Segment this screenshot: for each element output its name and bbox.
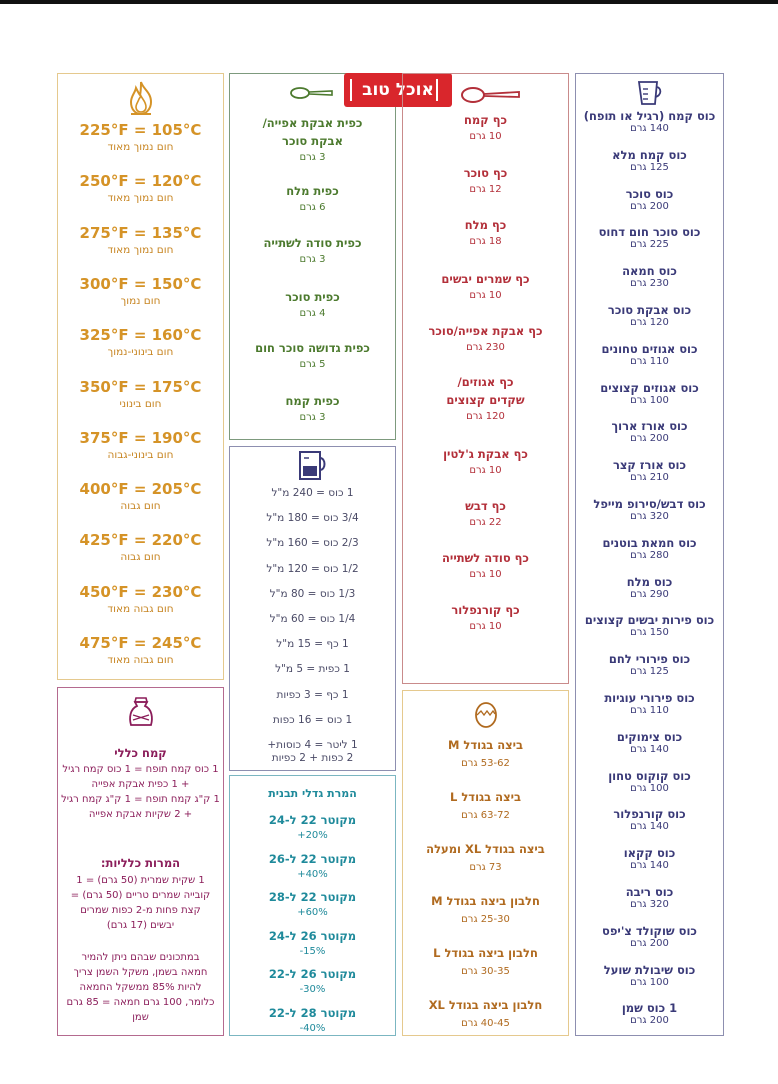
tablespoon-item-name: כף מלח <box>464 218 507 232</box>
temperature-label: חום נמוך מאוד <box>107 141 174 153</box>
butter-line: חמאה בשמן, משקל השמן צריך <box>73 967 208 978</box>
cup-item-name: כוס חמאה <box>622 264 677 279</box>
cup-measure-row: 3/4 כוס = 180 מ"ל <box>266 512 359 525</box>
teaspoon-item-name: כפית גדושה סוכר חום <box>255 341 370 355</box>
cup-item-value: 200 גרם <box>630 937 669 949</box>
pan-conversion-value: -40% <box>299 1022 326 1034</box>
tablespoon-item-name: כף קורנפלור <box>451 603 520 617</box>
cup-item-name: כוס אורז קצר <box>612 458 687 473</box>
cup-measures-panel <box>229 446 396 771</box>
tablespoon-item-value: 10 גרם <box>469 569 502 580</box>
butter-line: במתכונים שבהם ניתן להמיר <box>81 952 200 963</box>
cup-item-name: 1 כוס שמן <box>621 1001 678 1016</box>
egg-item-name: חלבון ביצה בגודל M <box>431 894 540 908</box>
measuring-cup-icon <box>298 450 328 482</box>
cup-item-name: כוס מלח <box>626 574 673 589</box>
teaspoon-item-value: 6 גרם <box>299 202 326 213</box>
temperature-label: חום נמוך מאוד <box>107 192 174 205</box>
flour-line: 1 כוס קמח תופח = 1 כוס קמח רגיל <box>62 764 219 775</box>
butter-line: שמן <box>132 1012 149 1023</box>
cup-item-name: כוס ריבה <box>625 885 674 899</box>
cup-item-value: 120 גרם <box>630 317 669 328</box>
pan-conversion-value: +20% <box>297 830 328 841</box>
top-edge-bar <box>0 0 778 4</box>
egg-item-name: חלבון ביצה בגודל XL <box>428 998 543 1012</box>
cup-item-value: 200 גרם <box>630 433 669 445</box>
teaspoon-item-name: כפית קמח <box>285 394 340 408</box>
egg-item-name: ביצה בגודל M <box>447 738 524 752</box>
egg-item-name: חלבון ביצה בגודל L <box>433 946 538 960</box>
pan-conversion-value: +40% <box>297 868 328 880</box>
temperature-value: 325°F = 160°C <box>79 326 202 345</box>
cup-measure-row: 1 כוס = 16 כפות <box>272 713 353 726</box>
cup-item-name: כוס פירורי לחם <box>608 652 691 667</box>
cup-item-name: כוס שיבולת שועל <box>603 962 696 977</box>
egg-item-value: 40-45 גרם <box>461 1018 510 1029</box>
tablespoon-item-name: כף אבקת ג'לטין <box>443 447 528 461</box>
temperature-value: 300°F = 150°C <box>79 274 202 293</box>
knife-icon <box>350 79 358 101</box>
tablespoon-item-name: כף שמרים יבשים <box>441 272 530 286</box>
teaspoon-item-name: כפית סודה לשתייה <box>263 236 362 250</box>
teaspoon-item-value: 3 גרם <box>299 412 326 423</box>
yeast-line: קצת פחות מ-2 כפות שמרים <box>80 905 201 916</box>
tablespoon-item-value: 10 גרם <box>469 465 502 476</box>
cup-item-name: כוס פירורי עוגיות <box>604 691 695 705</box>
yeast-conversion-text <box>58 873 223 933</box>
cup-item-name: כוס אורז ארוך <box>611 419 688 434</box>
cup-item-value: 225 גרם <box>630 239 669 251</box>
oven-temperature-panel <box>57 73 224 680</box>
temperature-label: חום בינוני <box>119 397 162 410</box>
butter-line: להיות 85% ממשקל החמאה <box>79 982 202 993</box>
cup-item-name: כוס קקאו <box>623 846 676 861</box>
egg-item-value: 73 גרם <box>469 862 502 873</box>
cup-item-value: 140 גרם <box>630 821 669 833</box>
tablespoon-item-name: שקדים קצוצים <box>446 393 525 407</box>
pan-conversion-name: מקוטר 26 ל-24 <box>268 928 357 943</box>
cup-item-value: 280 גרם <box>630 549 669 561</box>
tablespoon-item-value: 12 גרם <box>469 184 502 195</box>
liter-line: 2 כפות + 2 כפיות <box>271 752 354 764</box>
measuring-jug-icon <box>637 80 663 106</box>
cup-item-name: כוס סוכר חום דחוס <box>598 225 701 240</box>
egg-icon <box>473 699 499 729</box>
egg-item-value: 63-72 גרם <box>461 810 510 821</box>
temperature-value: 450°F = 230°C <box>79 582 202 601</box>
temperature-value: 350°F = 175°C <box>79 377 202 396</box>
egg-item-value: 30-35 גרם <box>461 966 510 977</box>
pan-conversion-name: מקוטר 22 ל-24 <box>268 813 357 827</box>
tablespoon-item-value: 120 גרם <box>466 411 505 422</box>
flour-line: + 2 שקיות אבקת אפייה <box>88 809 193 820</box>
cup-item-value: 125 גרם <box>630 161 669 173</box>
pan-size-panel <box>229 775 396 1036</box>
tablespoon-item-value: 10 גרם <box>469 290 502 301</box>
tablespoon-item-name: כף אבקת אפייה/סוכר <box>428 324 543 338</box>
temperature-label: חום נמוך <box>120 294 161 307</box>
butter-oil-conversion-text <box>58 950 223 1025</box>
cup-item-value: 110 גרם <box>630 355 669 367</box>
cup-measure-row: 1/4 כוס = 60 מ"ל <box>269 613 356 625</box>
flour-title: קמח כללי <box>114 746 167 760</box>
pan-size-title: המרת גדלי תבנית <box>268 787 357 800</box>
temperature-label: חום בינוני-גבוה <box>107 448 174 461</box>
temperature-label: חום גבוה <box>120 551 161 564</box>
tablespoon-item-value: 10 גרם <box>469 131 502 142</box>
flour-conversion-text <box>58 762 223 822</box>
butter-line: כלומר, 100 גרם חמאה = 85 גרם <box>66 997 215 1008</box>
flame-icon <box>126 80 156 116</box>
egg-item-name: ביצה בגודל XL ומעלה <box>426 842 545 856</box>
cup-item-name: כוס אגוזים טחונים <box>601 341 698 356</box>
cup-measure-row: 1/2 כוס = 120 מ"ל <box>266 562 359 575</box>
temperature-value: 225°F = 105°C <box>79 121 202 139</box>
cup-item-value: 210 גרם <box>630 472 669 484</box>
yeast-line: קובייה שמרים טריים (50 גרם) = <box>70 890 211 901</box>
yeast-line: יבשים (17 גרם) <box>106 920 175 931</box>
teaspoon-panel <box>229 73 396 440</box>
cup-measure-row: 2/3 כוס = 160 מ"ל <box>266 537 359 550</box>
temperature-value: 250°F = 120°C <box>79 172 202 191</box>
teaspoon-item-name: כפית סוכר <box>285 290 340 304</box>
temperature-label: חום נמוך מאוד <box>107 243 174 256</box>
cup-item-name: כוס קוקוס טחון <box>608 768 691 783</box>
cup-item-value: 140 גרם <box>630 860 669 872</box>
temperature-value: 400°F = 205°C <box>79 480 202 499</box>
yeast-line: 1 שקית שמרית (50 גרם) = 1 <box>76 875 205 886</box>
cup-item-name: כוס פירות יבשים קצוצים <box>584 613 715 628</box>
general-conversions-title: המרות כלליות: <box>100 856 181 870</box>
teaspoon-item-value: 3 גרם <box>299 254 326 265</box>
tablespoon-item-name: כף קמח <box>464 113 507 127</box>
cup-measure-row: 1 כוס = 240 מ"ל <box>271 487 354 499</box>
pan-conversion-value: -30% <box>299 984 326 995</box>
tablespoon-item-value: 10 גרם <box>469 621 502 632</box>
tablespoon-panel <box>402 73 569 684</box>
temperature-label: חום בינוני-נמוך <box>107 346 174 359</box>
tablespoon-item-value: 230 גרם <box>466 342 505 353</box>
cup-item-value: 200 גרם <box>630 200 669 212</box>
egg-item-value: 25-30 גרם <box>461 914 510 925</box>
cup-item-name: כוס צימוקים <box>616 729 683 744</box>
cup-item-name: כוס קורנפלור <box>613 807 686 822</box>
flour-line: 1 ק"ג קמח תופח = 1 ק"ג קמח רגיל <box>61 794 220 805</box>
cup-item-name: כוס חמאת בוטנים <box>602 535 697 550</box>
flour-line: + 1 כפית אבקת אפייה <box>91 779 190 790</box>
pan-conversion-name: מקוטר 22 ל-28 <box>268 890 357 904</box>
cup-item-name: כוס שוקולד צ'יפס <box>602 923 697 938</box>
cup-measure-row: 1 כפית = 5 מ"ל <box>275 663 350 676</box>
temperature-value: 275°F = 135°C <box>79 223 202 242</box>
cup-item-value: 150 גרם <box>630 627 669 639</box>
cup-measure-row: 1 כף = 15 מ"ל <box>276 638 349 651</box>
cup-item-value: 140 גרם <box>630 123 669 134</box>
temperature-value: 425°F = 220°C <box>79 531 202 550</box>
temperature-value: 475°F = 245°C <box>79 634 202 652</box>
teaspoon-item-name: כפית אבקת אפייה/ <box>262 116 363 130</box>
temperature-value: 375°F = 190°C <box>79 428 202 447</box>
liter-line: 1 ליטר = 4 כוסות+ <box>267 739 358 751</box>
teaspoon-item-value: 5 גרם <box>299 359 326 370</box>
teaspoon-item-name: אבקת סוכר <box>282 134 343 148</box>
tablespoon-item-value: 18 גרם <box>469 236 502 247</box>
tablespoon-item-name: כף דבש <box>465 499 506 513</box>
pan-conversion-name: מקוטר 22 ל-26 <box>268 851 357 866</box>
pan-conversion-value: -15% <box>299 945 326 957</box>
cup-item-name: כוס אבקת סוכר <box>607 303 692 317</box>
temperature-label: חום גבוה מאוד <box>107 654 174 666</box>
tablespoon-item-name: כף אגוזים/ <box>457 375 514 389</box>
tablespoon-icon <box>461 86 521 104</box>
egg-panel <box>402 690 569 1036</box>
cup-item-value: 110 גרם <box>630 705 669 716</box>
teaspoon-item-value: 3 גרם <box>299 152 326 163</box>
cup-measure-row: 1 כף = 3 כפיות <box>276 688 349 701</box>
flour-sack-icon <box>126 696 156 728</box>
cup-item-value: 100 גרם <box>630 782 669 794</box>
liter-measure <box>230 739 395 765</box>
cup-weights-panel <box>575 73 724 1036</box>
tablespoon-item-name: כף סוכר <box>463 166 508 180</box>
cup-item-name: כוס דבש/סירופ מייפל <box>593 497 706 511</box>
cup-item-value: 125 גרם <box>630 666 669 678</box>
cup-item-value: 320 גרם <box>630 899 669 910</box>
pan-conversion-name: מקוטר 28 ל-22 <box>268 1005 357 1020</box>
egg-item-value: 53-62 גרם <box>461 758 510 769</box>
teaspoon-item-name: כפית מלח <box>286 184 339 198</box>
general-flour-panel <box>57 687 224 1036</box>
cup-item-value: 100 גרם <box>630 394 669 406</box>
cup-item-name: כוס אגוזים קצוצים <box>600 380 699 395</box>
cup-item-name: כוס קמח (רגיל או תופח) <box>583 109 716 123</box>
cup-item-name: כוס קמח מלא <box>612 147 687 162</box>
temperature-label: חום גבוה מאוד <box>107 602 174 615</box>
cup-item-value: 200 גרם <box>630 1015 669 1027</box>
tablespoon-item-value: 22 גרם <box>469 517 502 528</box>
cup-item-value: 230 גרם <box>630 278 669 290</box>
cup-item-value: 320 גרם <box>630 511 669 522</box>
pan-conversion-value: +60% <box>297 907 328 918</box>
cup-item-value: 290 גרם <box>630 588 669 600</box>
badge-title: אוכל טוב <box>362 80 434 100</box>
teaspoon-item-value: 4 גרם <box>299 308 326 319</box>
teaspoon-icon <box>290 86 334 100</box>
cup-item-value: 140 גרם <box>630 743 669 755</box>
temperature-label: חום גבוה <box>120 500 161 513</box>
pan-conversion-name: מקוטר 26 ל-22 <box>268 967 357 981</box>
cup-measure-row: 1/3 כוס = 80 מ"ל <box>269 587 356 600</box>
egg-item-name: ביצה בגודל L <box>450 790 521 804</box>
tablespoon-item-name: כף סודה לשתייה <box>442 551 529 565</box>
cup-item-name: כוס סוכר <box>625 186 674 201</box>
cup-item-value: 100 גרם <box>630 976 669 988</box>
